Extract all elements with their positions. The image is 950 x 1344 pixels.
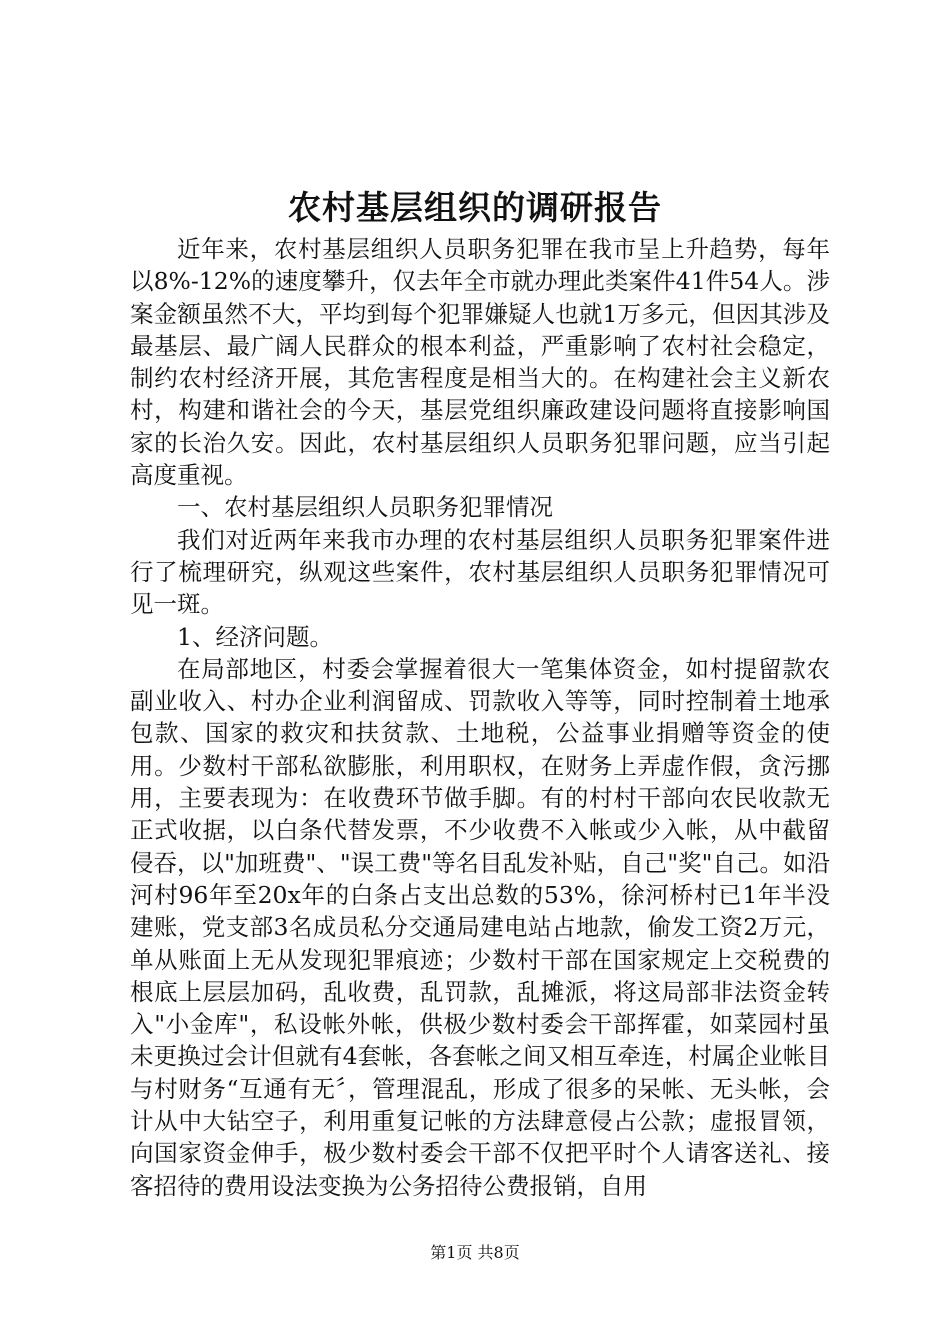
document-title: 农村基层组织的调研报告 <box>288 188 662 227</box>
paragraph-overview: 我们对近两年来我市办理的农村基层组织人员职务犯罪案件进行了梳理研究，纵观这些案件，农村基层组织人员职务犯罪情况可见一斑。 <box>130 525 830 619</box>
document-body <box>130 233 830 1202</box>
page-number-footer: 第1页 共8页 <box>430 1243 520 1262</box>
section-heading-1: 一、农村基层组织人员职务犯罪情况 <box>177 493 553 522</box>
paragraph-economic-issues: 在局部地区，村委会掌握着很大一笔集体资金，如村提留款农副业收入、村办企业利润留成、罚款收入等等，同时控制着土地承包款、国家的救灾和扶贫款、土地税，公益事业捐赠等资金的使用。少数村干部私欲膨胀，利用职权，在财务上弄虚作假，贪污挪用，主要表现为：在收费环节做手脚。有的村村干部向农民收款无正式收据，以白条代替发票，不少收费不入帐或少入帐，从中截留侵吞，以"加班费"、"误工费"等名目乱发补贴，自己"奖"自己。如沿河村96年至20x年的白条占支出总数的53%，徐河桥村已1年半没建账，党支部3名成员私分交通局建电站占地款，偷发工资2万元，单从账面上无从发现犯罪痕迹；少数村干部在国家规定上交税费的根底上层层加码，乱收费，乱罚款，乱摊派，将这局部非法资金转入"小金库"，私设帐外帐，供极少数村委会干部挥霍，如菜园村虽未更换过会计但就有4套帐，各套帐之间又相互牵连，村属企业帐目与村财务“互通有无〞，管理混乱，形成了很多的呆帐、无头帐，会计从中大钻空子，利用重复记帐的方法肆意侵占公款；虚报冒领，向国家资金伸手，极少数村委会干部不仅把平时个人请客送礼、接客招待的费用设法变换为公务招待公费报销，自用 <box>130 654 830 1200</box>
paragraph-intro: 近年来，农村基层组织人员职务犯罪在我市呈上升趋势，每年以8%-12%的速度攀升，仅去年全市就办理此类案件41件54人。涉案金额虽然不大，平均到每个犯罪嫌疑人也就1万多元，但因其涉及最基层、最广阔人民群众的根本利益，严重影响了农村社会稳定，制约农村经济开展，其危害程度是相当大的。在构建社会主义新农村，构建和谐社会的今天，基层党组织廉政建设问题将直接影响国家的长治久安。因此，农村基层组织人员职务犯罪问题，应当引起高度重视。 <box>130 235 830 490</box>
subsection-heading-1: 1、经济问题。 <box>177 622 333 651</box>
